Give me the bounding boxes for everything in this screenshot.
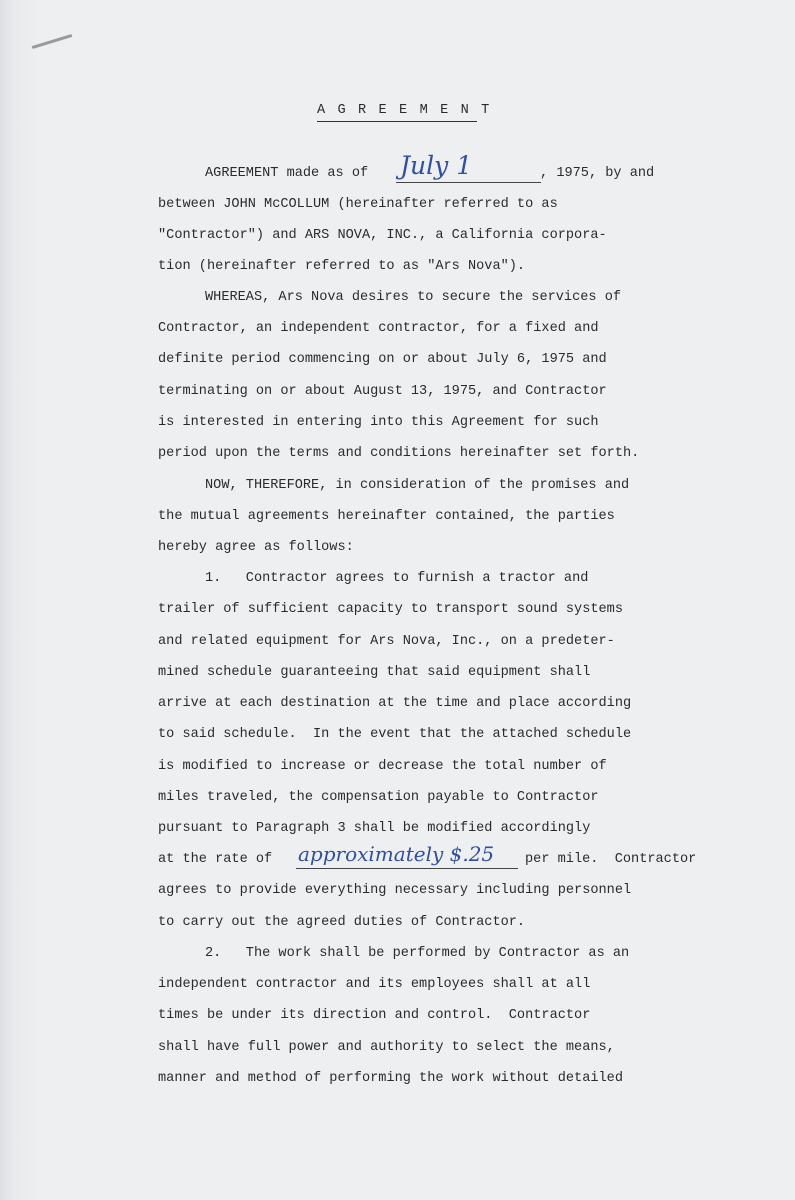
text-line: definite period commencing on or about July 6, 1975 and — [158, 352, 607, 367]
text-line: pursuant to Paragraph 3 shall be modified accordingly — [158, 821, 591, 836]
text-line: per mile. Contractor — [525, 852, 697, 867]
text-line: and related equipment for Ars Nova, Inc., on a predeter- — [158, 634, 615, 649]
text-line: Contractor, an independent contractor, for a fixed and — [158, 321, 599, 336]
staple-mark — [31, 34, 72, 49]
text-line: independent contractor and its employees shall at all — [158, 977, 591, 992]
date-blank — [396, 182, 541, 183]
text-line: at the rate of — [158, 852, 273, 867]
text-line: terminating on or about August 13, 1975, and Contractor — [158, 384, 607, 399]
handwritten-date: July 1 — [400, 151, 473, 180]
text-line: the mutual agreements hereinafter contained, the parties — [158, 509, 615, 524]
text-line: to said schedule. In the event that the attached schedule — [158, 727, 632, 742]
text-line: hereby agree as follows: — [158, 540, 354, 555]
text-line: "Contractor") and ARS NOVA, INC., a California corpora- — [158, 228, 607, 243]
text-line: AGREEMENT made as of — [205, 166, 369, 181]
document-title: A G R E E M E N T — [317, 103, 492, 118]
text-line: period upon the terms and conditions hereinafter set forth. — [158, 446, 640, 461]
text-line: NOW, THEREFORE, in consideration of the promises and — [205, 478, 630, 493]
text-line: mined schedule guaranteeing that said equipment shall — [158, 665, 591, 680]
handwritten-rate: approximately $.25 — [298, 842, 495, 866]
text-line: , 1975, by and — [540, 166, 655, 181]
title-underline — [317, 121, 477, 122]
text-line: agrees to provide everything necessary including personnel — [158, 883, 632, 898]
text-line: 2. The work shall be performed by Contractor as an — [205, 946, 630, 961]
text-line: to carry out the agreed duties of Contractor. — [158, 915, 526, 930]
text-line: is modified to increase or decrease the total number of — [158, 759, 607, 774]
text-line: shall have full power and authority to select the means, — [158, 1040, 615, 1055]
text-line: 1. Contractor agrees to furnish a tractor and — [205, 571, 589, 586]
rate-blank — [296, 868, 518, 869]
text-line: miles traveled, the compensation payable to Contractor — [158, 790, 599, 805]
text-line: arrive at each destination at the time and place according — [158, 696, 632, 711]
text-line: trailer of sufficient capacity to transport sound systems — [158, 602, 623, 617]
text-line: is interested in entering into this Agreement for such — [158, 415, 599, 430]
text-line: times be under its direction and control. Contractor — [158, 1008, 591, 1023]
text-line: WHEREAS, Ars Nova desires to secure the services of — [205, 290, 622, 305]
text-line: manner and method of performing the work without detailed — [158, 1071, 623, 1086]
text-line: between JOHN McCOLLUM (hereinafter referred to as — [158, 197, 558, 212]
text-line: tion (hereinafter referred to as "Ars Nova"). — [158, 259, 526, 274]
